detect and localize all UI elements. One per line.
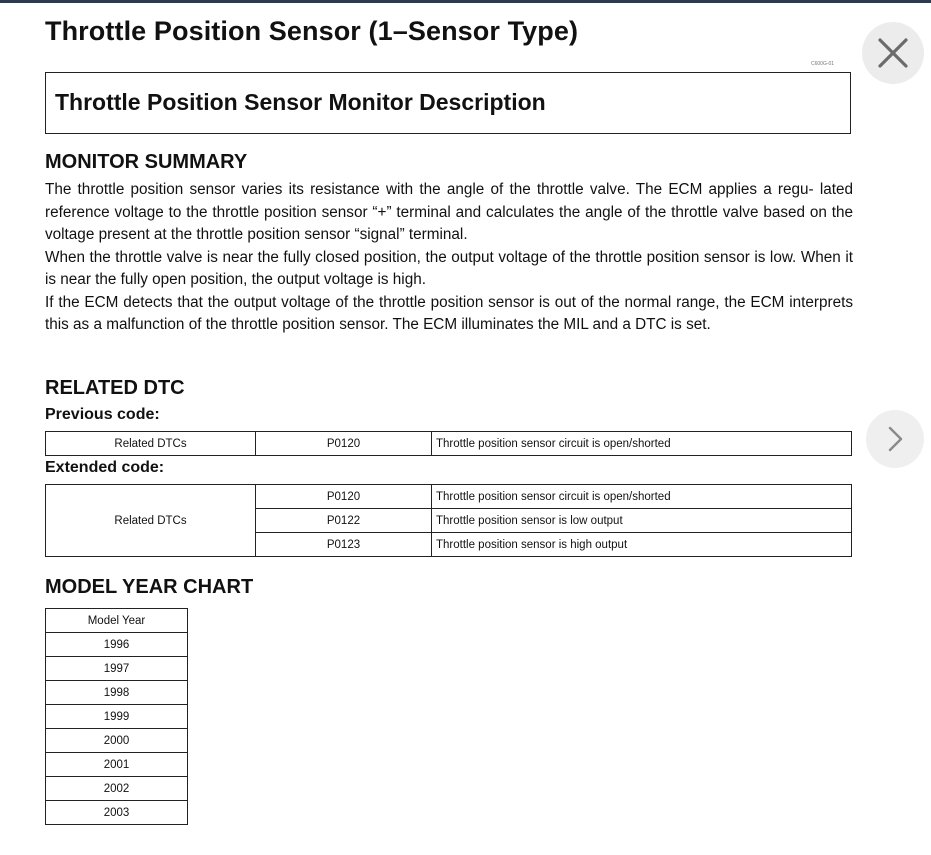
- table-cell: P0122: [256, 509, 432, 533]
- table-cell: 1998: [46, 681, 188, 705]
- table-cell: P0123: [256, 533, 432, 557]
- extended-code-label: Extended code:: [45, 459, 165, 476]
- section-title-box: [45, 72, 851, 134]
- section-title: Throttle Position Sensor Monitor Description: [55, 89, 546, 115]
- model-year-table: [45, 608, 188, 825]
- table-cell: 1996: [46, 633, 188, 657]
- table-cell: 2002: [46, 777, 188, 801]
- table-cell: Related DTCs: [46, 432, 256, 456]
- table-row: [46, 633, 188, 657]
- extended-code-table: [45, 484, 852, 557]
- table-row: [46, 753, 188, 777]
- table-cell: 2000: [46, 729, 188, 753]
- table-row: [46, 681, 188, 705]
- doc-code: C600G-01: [811, 61, 835, 67]
- table-cell: Throttle position sensor circuit is open/shorted: [432, 432, 852, 456]
- table-row: [46, 432, 852, 456]
- table-cell: 1999: [46, 705, 188, 729]
- table-cell: 2001: [46, 753, 188, 777]
- model-year-chart-heading: MODEL YEAR CHART: [45, 576, 254, 598]
- related-dtc-heading: RELATED DTC: [45, 377, 185, 399]
- table-row: [46, 801, 188, 825]
- table-cell: P0120: [256, 485, 432, 509]
- table-cell: Related DTCs: [46, 485, 256, 557]
- table-row: [46, 729, 188, 753]
- table-row: [46, 609, 188, 633]
- table-cell: Throttle position sensor is high output: [432, 533, 852, 557]
- summary-paragraph: When the throttle valve is near the fully closed position, the output voltage of the throttle position sensor is low. When it is near the fully open position, the output voltage is high.: [45, 248, 853, 288]
- table-cell: 2003: [46, 801, 188, 825]
- previous-code-table: [45, 431, 852, 456]
- table-cell: Throttle position sensor is low output: [432, 509, 852, 533]
- table-row: [46, 777, 188, 801]
- table-cell: Throttle position sensor circuit is open/shorted: [432, 485, 852, 509]
- previous-code-label: Previous code:: [45, 406, 160, 423]
- page-title: Throttle Position Sensor (1–Sensor Type): [45, 16, 579, 46]
- table-row: [46, 485, 852, 509]
- monitor-summary-text: [45, 179, 853, 337]
- monitor-summary-heading: MONITOR SUMMARY: [45, 151, 248, 173]
- table-row: [46, 657, 188, 681]
- top-bar: [0, 0, 931, 3]
- chevron-right-icon: [866, 410, 924, 468]
- table-cell: P0120: [256, 432, 432, 456]
- table-cell: 1997: [46, 657, 188, 681]
- table-row: [46, 705, 188, 729]
- close-icon: [862, 22, 924, 84]
- close-button[interactable]: [862, 22, 924, 84]
- summary-paragraph: The throttle position sensor varies its resistance with the angle of the throttle valve. The ECM applies a regu- lated reference voltage to the throttle position sensor “+” terminal and calculates the angle of the throttle valve based on the voltage present at the throttle position sensor “signal” terminal.: [45, 181, 853, 243]
- next-page-button[interactable]: [866, 410, 924, 468]
- summary-paragraph: If the ECM detects that the output voltage of the throttle position sensor is out of the normal range, the ECM interprets this as a malfunction of the throttle position sensor. The ECM illuminates the MIL and a DTC is set.: [45, 293, 853, 333]
- table-header-cell: Model Year: [46, 609, 188, 633]
